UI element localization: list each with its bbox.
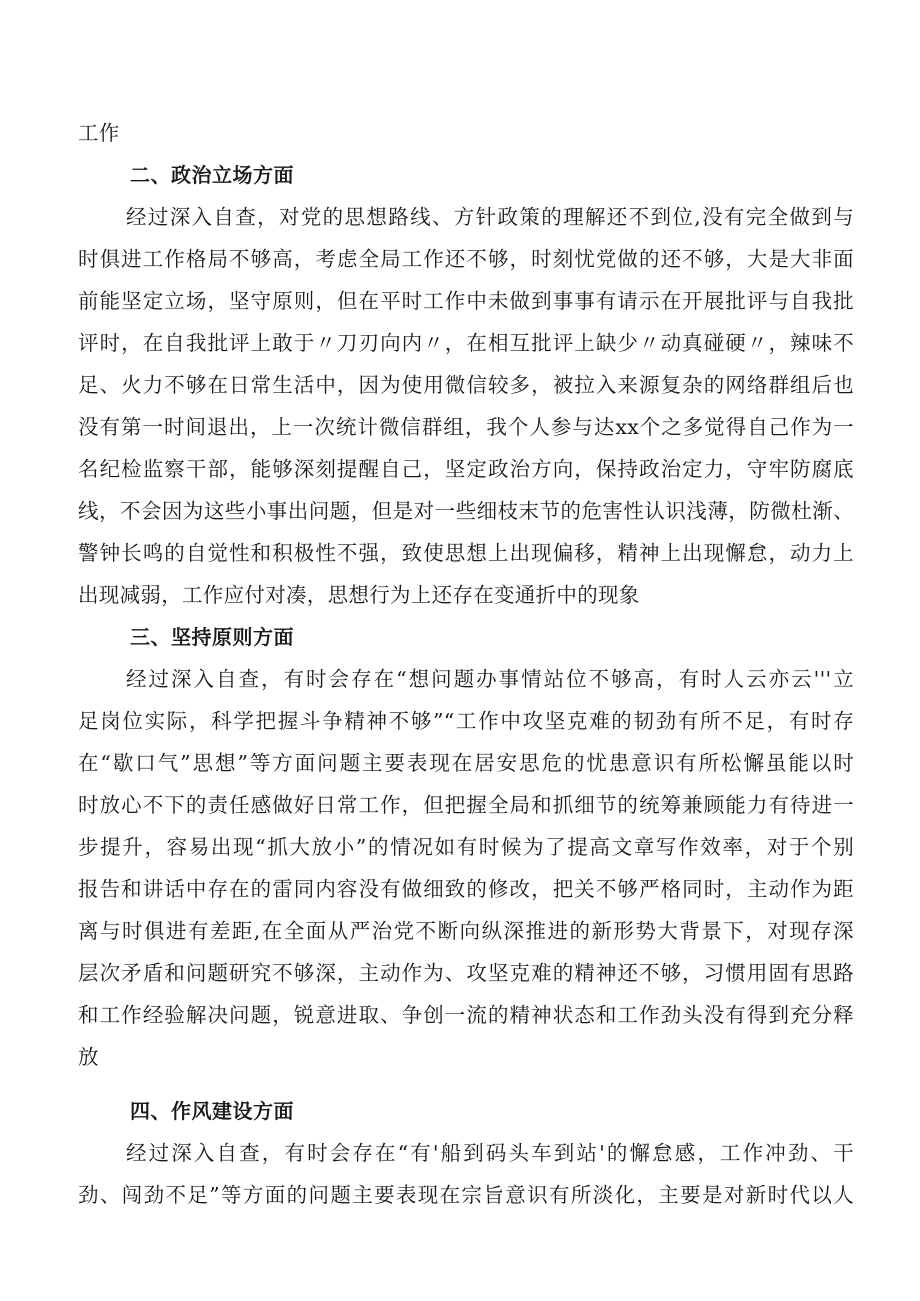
paragraph-line: 放	[78, 1045, 99, 1069]
section-body-work-style	[78, 1132, 854, 1216]
paragraph-line: 在“歇口气”思想”等方面问题主要表现在居安思危的忧患意识有所松懈虽能以时	[78, 751, 854, 775]
paragraph-line: 经过深入自查，对党的思想路线、方针政策的理解还不到位,没有完全做到与	[126, 205, 854, 229]
paragraph-line: 离与时俱进有差距,在全面从严治党不断向纵深推进的新形势大背景下，对现存深	[78, 919, 854, 943]
continuation-line: 工作	[78, 121, 120, 145]
paragraph-line: 层次矛盾和问题研究不够深，主动作为、攻坚克难的精神还不够，习惯用固有思路	[78, 961, 854, 985]
paragraph-line: 警钟长鸣的自觉性和积极性不强，致使思想上出现偏移，精神上出现懈怠，动力上	[78, 541, 854, 565]
section-heading-adhere-principles: 三、坚持原则方面	[130, 625, 294, 649]
section-body-adhere-principles	[78, 658, 854, 1078]
section-heading-work-style: 四、作风建设方面	[130, 1099, 294, 1123]
paragraph-line: 前能坚定立场，坚守原则，但在平时工作中未做到事事有请示在开展批评与自我批	[78, 289, 854, 313]
document-page	[78, 112, 854, 1216]
paragraph-line: 经过深入自查，有时会存在“有'船到码头车到站'的懈怠感，工作冲劲、干	[126, 1141, 854, 1165]
paragraph-line: 评时，在自我批评上敢于〃刀刃向内〃，在相互批评上缺少〃动真碰硬〃，辣味不	[78, 331, 854, 355]
paragraph-line: 线，不会因为这些小事出问题，但是对一些细枝末节的危害性认识浅薄，防微杜渐、	[78, 499, 854, 523]
paragraph-line: 时俱进工作格局不够高，考虑全局工作还不够，时刻忧党做的还不够，大是大非面	[78, 247, 854, 271]
paragraph-line: 名纪检监察干部，能够深刻提醒自己，坚定政治方向，保持政治定力，守牢防腐底	[78, 457, 854, 481]
paragraph-line: 步提升，容易出现“抓大放小”的情况如有时候为了提高文章写作效率，对于个别	[78, 835, 854, 859]
paragraph-line: 时放心不下的责任感做好日常工作，但把握全局和抓细节的统筹兼顾能力有待进一	[78, 793, 854, 817]
paragraph-line: 足、火力不够在日常生活中，因为使用微信较多，被拉入来源复杂的网络群组后也	[78, 373, 854, 397]
section-heading-political-stance: 二、政治立场方面	[130, 163, 294, 187]
paragraph-line: 劲、闯劲不足”等方面的问题主要表现在宗旨意识有所淡化，主要是对新时代以人	[78, 1183, 854, 1207]
paragraph-line: 和工作经验解决问题，锐意进取、争创一流的精神状态和工作劲头没有得到充分释	[78, 1003, 854, 1027]
paragraph-line: 出现减弱，工作应付对凑，思想行为上还存在变通折中的现象	[78, 583, 640, 607]
paragraph-line: 没有第一时间退出，上一次统计微信群组，我个人参与达xx个之多觉得自己作为一	[78, 415, 854, 439]
section-body-political-stance	[78, 196, 854, 616]
paragraph-line: 报告和讲话中存在的雷同内容没有做细致的修改，把关不够严格同时，主动作为距	[78, 877, 854, 901]
paragraph-line: 足岗位实际，科学把握斗争精神不够”“工作中攻坚克难的韧劲有所不足，有时存	[78, 709, 854, 733]
paragraph-line: 经过深入自查，有时会存在“想问题办事情站位不够高，有时人云亦云'''立	[126, 667, 854, 691]
